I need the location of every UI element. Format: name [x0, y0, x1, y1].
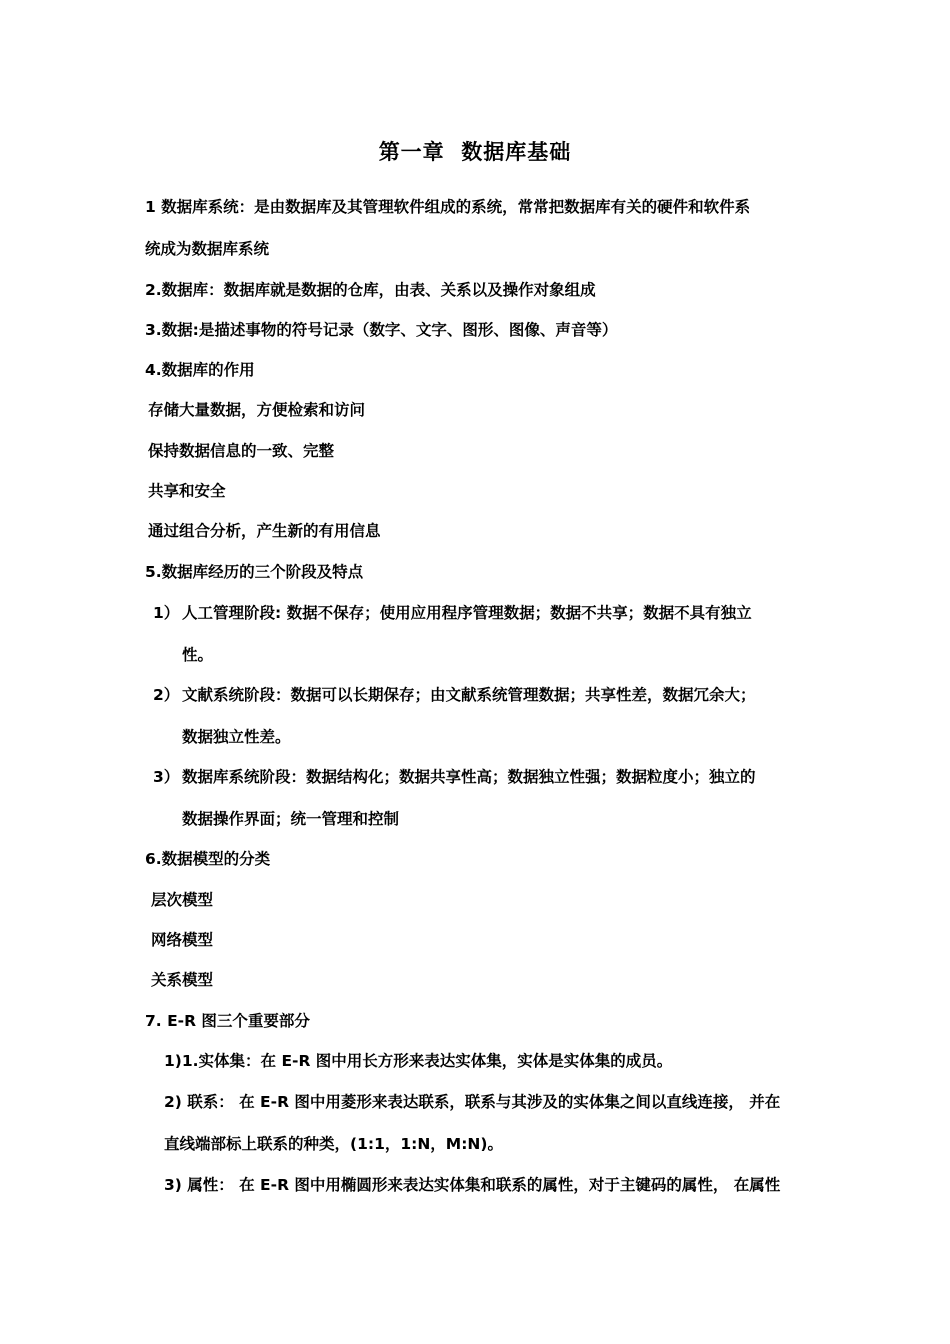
- section-er-heading: 7. E-R 图三个重要部分: [145, 1012, 310, 1030]
- stage-text-line1: 文献系统阶段：数据可以长期保存；由文献系统管理数据；共享性差，数据冗余大；: [182, 686, 756, 704]
- stage-text-line2: 数据独立性差。: [182, 728, 291, 746]
- er-item-line2: 直线端部标上联系的种类，(1:1，1:N，M:N)。: [164, 1135, 503, 1153]
- stage-number: 2）: [153, 686, 180, 704]
- stage-text-line2: 性。: [182, 646, 214, 664]
- stage-number: 1）: [153, 604, 180, 622]
- section-stages-heading: 5.数据库经历的三个阶段及特点: [145, 563, 364, 581]
- role-item: 共享和安全: [148, 482, 226, 500]
- stage-text-line2: 数据操作界面；统一管理和控制: [182, 810, 400, 828]
- section-models-heading: 6.数据模型的分类: [145, 850, 271, 868]
- er-item-line1: 2) 联系： 在 E-R 图中用菱形来表达联系，联系与其涉及的实体集之间以直线连接， 并在: [164, 1093, 781, 1111]
- model-item: 关系模型: [151, 971, 214, 989]
- model-item: 层次模型: [151, 891, 214, 909]
- er-item-line1: 1)1.实体集：在 E-R 图中用长方形来表达实体集，实体是实体集的成员。: [164, 1052, 673, 1070]
- stage-number: 3）: [153, 768, 180, 786]
- role-item: 存储大量数据，方便检索和访问: [148, 401, 366, 419]
- chapter-title: 第一章 数据库基础: [378, 139, 572, 164]
- section-db-roles-heading: 4.数据库的作用: [145, 361, 255, 379]
- definition-db-system-line2: 统成为数据库系统: [145, 240, 270, 258]
- definition-db-system-line1: 1 数据库系统：是由数据库及其管理软件组成的系统，常常把数据库有关的硬件和软件系: [145, 198, 751, 216]
- stage-text-line1: 人工管理阶段: 数据不保存；使用应用程序管理数据；数据不共享；数据不具有独立: [182, 604, 752, 622]
- model-item: 网络模型: [151, 931, 214, 949]
- role-item: 保持数据信息的一致、完整: [148, 442, 335, 460]
- er-item-line1: 3) 属性： 在 E-R 图中用椭圆形来表达实体集和联系的属性，对于主键码的属性， 在属性: [164, 1176, 781, 1194]
- definition-database: 2.数据库：数据库就是数据的仓库，由表、关系以及操作对象组成: [145, 281, 596, 299]
- definition-data: 3.数据:是描述事物的符号记录（数字、文字、图形、图像、声音等）: [145, 321, 618, 339]
- stage-text-line1: 数据库系统阶段：数据结构化；数据共享性高；数据独立性强；数据粒度小；独立的: [182, 768, 756, 786]
- role-item: 通过组合分析，产生新的有用信息: [148, 522, 381, 540]
